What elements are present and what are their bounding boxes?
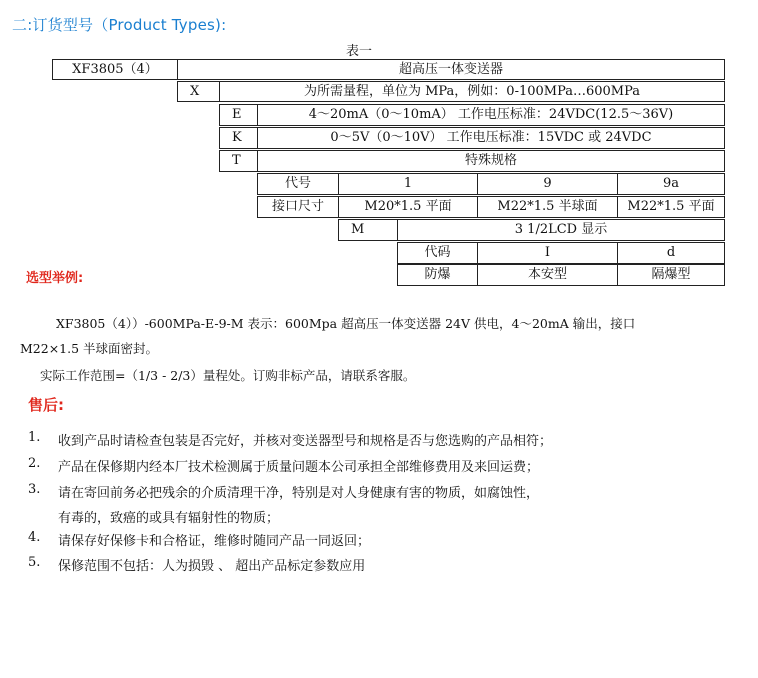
display-code-cell: M — [338, 219, 398, 241]
example-line: M22×1.5 半球面密封。 — [20, 341, 159, 356]
output-desc-cell: 0～5V（0～10V） 工作电压标准：15VDC 或 24VDC — [257, 127, 725, 149]
model-number-cell: XF3805（4） — [52, 59, 178, 80]
thread-code-cell: 1 — [338, 173, 478, 195]
list-number: 5. — [28, 555, 41, 570]
explosion-code-cell: d — [617, 242, 725, 264]
output-code-cell: T — [219, 150, 258, 172]
explosion-type-label: 防爆 — [397, 264, 478, 286]
explosion-type-cell: 隔爆型 — [617, 264, 725, 286]
explosion-type-cell: 本安型 — [477, 264, 618, 286]
output-code-cell: E — [219, 104, 258, 126]
after-sales-title: 售后: — [28, 396, 64, 414]
list-item: 收到产品时请检查包装是否完好，并核对变送器型号和规格是否与您选购的产品相符； — [58, 434, 553, 449]
list-number: 2. — [28, 456, 41, 471]
working-range-note: 实际工作范围=（1/3 - 2/3）量程处。订购非标产品，请联系客服。 — [40, 368, 416, 383]
list-item: 请在寄回前务必把残余的介质清理干净，特别是对人身健康有害的物质，如腐蚀性， — [58, 486, 540, 501]
range-desc-cell: 为所需量程，单位为 MPa，例如：0-100MPa…600MPa — [219, 81, 725, 102]
example-line: XF3805（4））-600MPa-E-9-M 表示：600Mpa 超高压一体变送器 24V 供电，4～20mA 输出，接口 — [56, 316, 636, 331]
thread-code-label: 代号 — [257, 173, 339, 195]
output-desc-cell: 4～20mA（0～10mA） 工作电压标准：24VDC(12.5～36V) — [257, 104, 725, 126]
section-heading: 二:订货型号（Product Types): — [12, 16, 227, 34]
thread-code-cell: 9a — [617, 173, 725, 195]
thread-size-cell: M22*1.5 平面 — [617, 196, 725, 218]
table-caption: 表一 — [346, 44, 373, 59]
display-desc-cell: 3 1/2LCD 显示 — [397, 219, 725, 241]
explosion-code-label: 代码 — [397, 242, 478, 264]
list-number: 1. — [28, 430, 41, 445]
list-item: 产品在保修期内经本厂技术检测属于质量问题本公司承担全部维修费用及来回运费； — [58, 460, 540, 475]
list-item: 请保存好保修卡和合格证，维修时随同产品一同返回； — [58, 534, 371, 549]
thread-code-cell: 9 — [477, 173, 618, 195]
output-code-cell: K — [219, 127, 258, 149]
list-number: 3. — [28, 482, 41, 497]
list-item: 保修范围不包括：人为损毁 、 超出产品标定参数应用 — [58, 559, 366, 574]
range-code-cell: X — [177, 81, 220, 102]
list-item: 有毒的，致癌的或具有辐射性的物质； — [58, 511, 280, 526]
list-number: 4. — [28, 530, 41, 545]
thread-size-cell: M20*1.5 平面 — [338, 196, 478, 218]
thread-size-label: 接口尺寸 — [257, 196, 339, 218]
thread-size-cell: M22*1.5 半球面 — [477, 196, 618, 218]
product-name-cell: 超高压一体变送器 — [177, 59, 725, 80]
example-label: 选型举例: — [26, 271, 84, 286]
explosion-code-cell: I — [477, 242, 618, 264]
output-desc-cell: 特殊规格 — [257, 150, 725, 172]
